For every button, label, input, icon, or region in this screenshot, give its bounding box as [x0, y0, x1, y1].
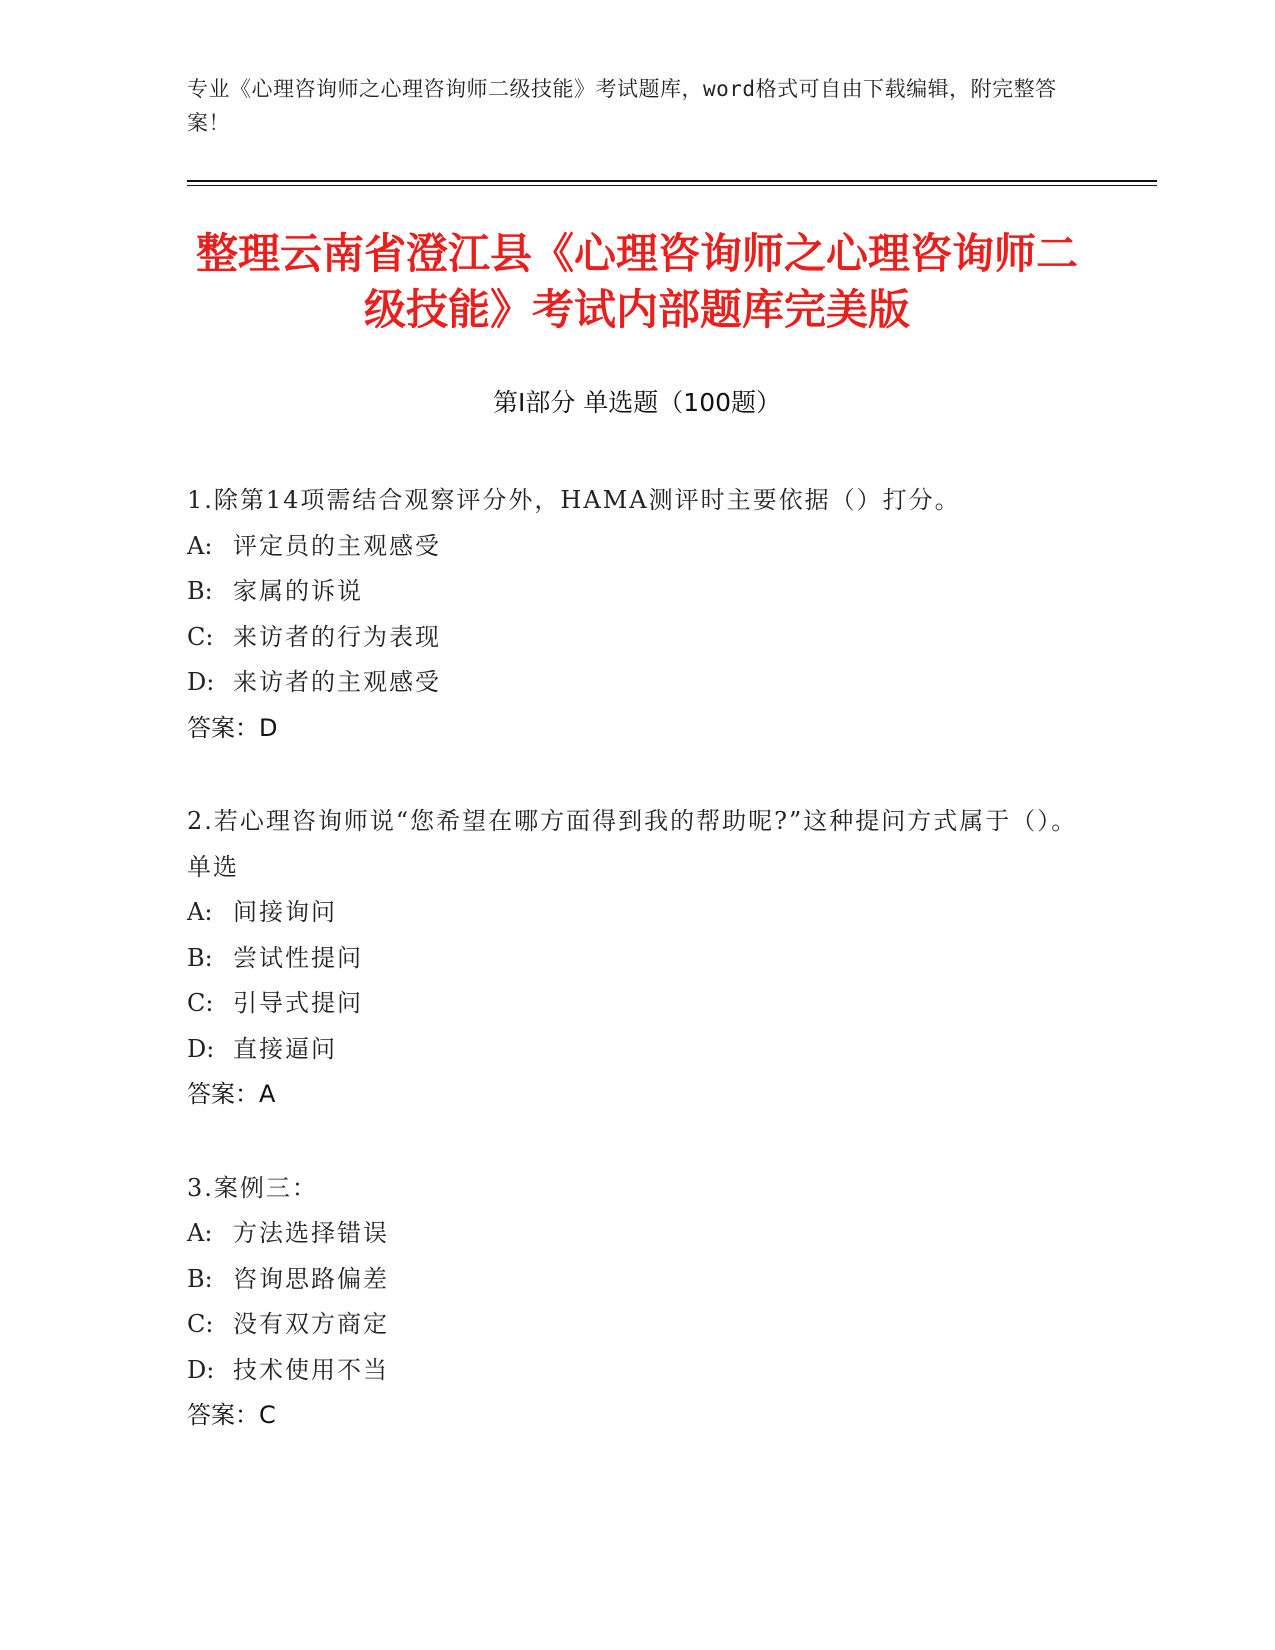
header-rule-thin — [187, 185, 1157, 186]
question-stem: 2.若心理咨询师说“您希望在哪方面得到我的帮助呢?”这种提问方式属于（）。单选 — [187, 807, 1078, 881]
header-note: 专业《心理咨询师之心理咨询师二级技能》考试题库，word格式可自由下载编辑，附完整答案！ — [187, 77, 1057, 135]
option-text: 咨询思路偏差 — [233, 1264, 389, 1293]
option-b — [187, 1257, 1087, 1303]
option-c — [187, 1302, 1087, 1348]
option-text: 间接询问 — [233, 898, 337, 926]
option-key: D: — [187, 1034, 215, 1063]
option-a — [187, 524, 1087, 570]
option-key: B: — [187, 1264, 213, 1293]
answer-line: 答案：D — [187, 713, 278, 742]
answer-line: 答案：A — [187, 1080, 276, 1108]
header-rule-thick — [187, 180, 1157, 182]
option-d — [187, 660, 1087, 706]
option-key: C: — [187, 1310, 214, 1338]
option-key: A: — [187, 531, 213, 560]
question-1 — [187, 478, 1087, 751]
option-key: A: — [187, 898, 213, 926]
question-stem: 3.案例三： — [187, 1173, 318, 1202]
option-b — [187, 936, 1087, 982]
answer-line: 答案：C — [187, 1401, 276, 1429]
option-a — [187, 890, 1087, 936]
document-title: 整理云南省澄江县《心理咨询师之心理咨询师二级技能》考试内部题库完美版 — [195, 229, 1078, 334]
option-text: 方法选择错误 — [233, 1219, 389, 1247]
option-text: 来访者的行为表现 — [233, 622, 441, 651]
option-key: D: — [187, 1355, 215, 1384]
option-a — [187, 1211, 1087, 1257]
option-key: C: — [187, 622, 214, 651]
question-3 — [187, 1166, 1087, 1439]
option-key: D: — [187, 668, 215, 696]
question-list — [187, 478, 1087, 1487]
option-text: 没有双方商定 — [233, 1310, 389, 1338]
option-text: 引导式提问 — [233, 989, 363, 1017]
option-key: B: — [187, 943, 213, 972]
option-text: 尝试性提问 — [233, 943, 363, 972]
option-text: 来访者的主观感受 — [233, 668, 441, 696]
option-d — [187, 1027, 1087, 1073]
option-d — [187, 1348, 1087, 1394]
option-key: C: — [187, 989, 214, 1017]
option-text: 技术使用不当 — [233, 1355, 389, 1384]
option-text: 评定员的主观感受 — [233, 531, 441, 560]
option-c — [187, 615, 1087, 661]
question-stem: 1.除第14项需结合观察评分外，HAMA测评时主要依据（）打分。 — [187, 486, 961, 514]
option-text: 家属的诉说 — [233, 577, 363, 605]
option-b — [187, 569, 1087, 615]
option-c — [187, 981, 1087, 1027]
question-2 — [187, 799, 1087, 1118]
option-text: 直接逼问 — [233, 1034, 337, 1063]
option-key: A: — [187, 1219, 213, 1247]
option-key: B: — [187, 577, 213, 605]
section-title: 第Ⅰ部分 单选题（100题） — [492, 388, 782, 417]
